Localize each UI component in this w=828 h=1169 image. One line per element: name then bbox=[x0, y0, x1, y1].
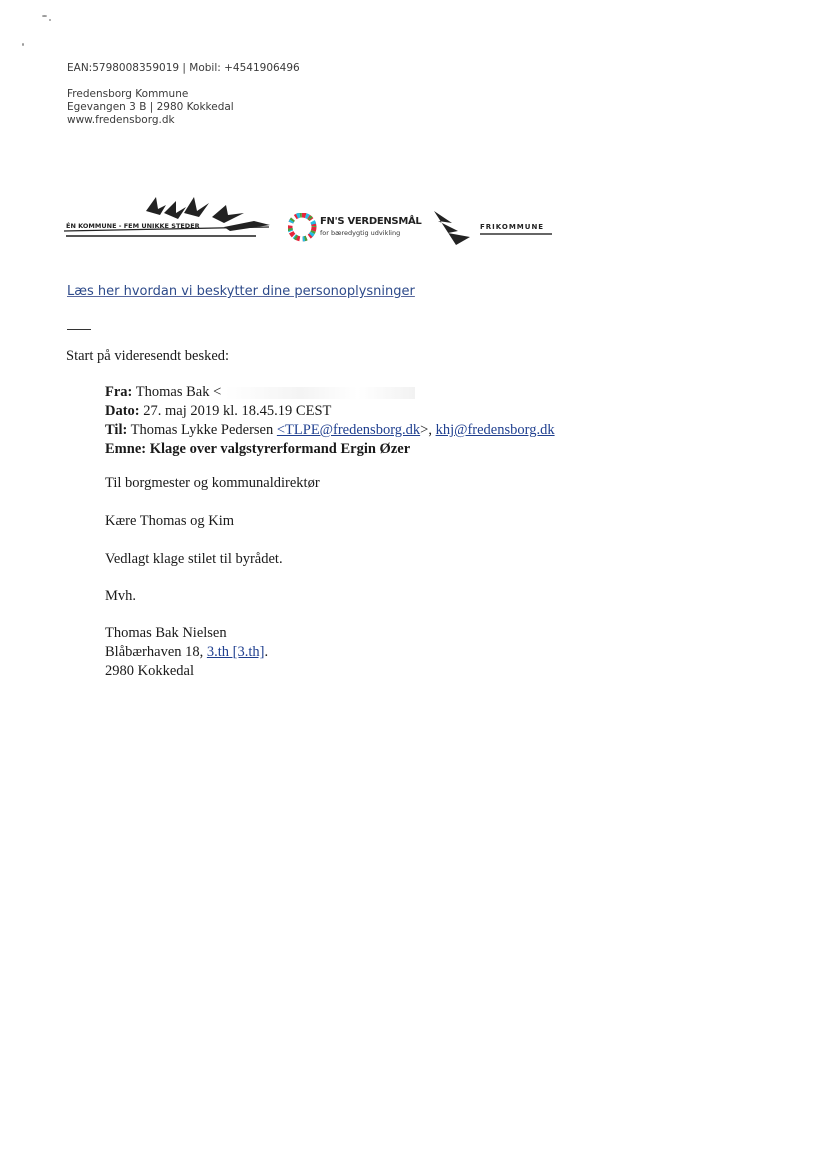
signature-street-text: Blåbærhaven 18, bbox=[105, 644, 207, 660]
logo2-title: FN'S VERDENSMÅL bbox=[320, 216, 422, 227]
to-name: Thomas Lykke Pedersen bbox=[130, 422, 274, 438]
subject-value: Klage over valgstyrerformand Ergin Øzer bbox=[149, 441, 411, 457]
to-email-link-1[interactable]: <TLPE@fredensborg.dk bbox=[276, 422, 421, 438]
body-line-3: Vedlagt klage stilet til byrådet. bbox=[105, 551, 283, 567]
org-name: Fredensborg Kommune bbox=[67, 88, 189, 100]
date-label: Dato: bbox=[105, 403, 140, 419]
logo-row bbox=[64, 183, 584, 253]
frikommune-bird-icon bbox=[432, 207, 482, 247]
scan-speck bbox=[42, 15, 47, 17]
ean-mobile-line: EAN:5798008359019 | Mobil: +4541906496 bbox=[67, 62, 300, 74]
signature-city: 2980 Kokkedal bbox=[105, 663, 194, 679]
forward-intro: Start på videresendt besked: bbox=[66, 348, 230, 364]
date-line bbox=[105, 402, 331, 421]
signature-street-link[interactable]: 3.th [3.th] bbox=[206, 644, 265, 660]
redacted-email bbox=[225, 387, 415, 399]
subject-line bbox=[105, 440, 410, 459]
subject-label: Emne: bbox=[105, 441, 147, 457]
logo1-text: ÉN KOMMUNE - FEM UNIKKE STEDER bbox=[66, 222, 200, 230]
from-value: Thomas Bak < bbox=[135, 384, 222, 400]
from-label: Fra: bbox=[105, 384, 133, 400]
date-value: 27. maj 2019 kl. 18.45.19 CEST bbox=[143, 403, 332, 419]
body-line-2: Kære Thomas og Kim bbox=[105, 513, 235, 529]
signature-street-end: . bbox=[264, 644, 269, 660]
body-line-4: Mvh. bbox=[105, 588, 137, 604]
scan-speck bbox=[22, 43, 24, 46]
signature-street bbox=[105, 643, 268, 662]
signature-name: Thomas Bak Nielsen bbox=[105, 625, 227, 641]
org-website[interactable]: www.fredensborg.dk bbox=[67, 114, 175, 126]
org-address: Egevangen 3 B | 2980 Kokkedal bbox=[67, 101, 234, 113]
privacy-link[interactable]: Læs her hvordan vi beskytter dine personoplysninger bbox=[67, 284, 415, 299]
to-line bbox=[105, 421, 555, 440]
body-line-1: Til borgmester og kommunaldirektør bbox=[105, 475, 320, 491]
sdg-wheel-icon bbox=[288, 213, 318, 243]
logo2-subtitle: for bæredygtig udvikling bbox=[320, 229, 401, 237]
logo3-text: FRIKOMMUNE bbox=[480, 223, 545, 231]
fredensborg-geese-logo bbox=[64, 183, 274, 243]
logo3-underline bbox=[480, 233, 552, 235]
scan-speck bbox=[49, 19, 51, 21]
to-label: Til: bbox=[105, 422, 128, 438]
separator-rule bbox=[67, 329, 91, 330]
from-line bbox=[105, 383, 415, 402]
to-separator: >, bbox=[420, 422, 436, 438]
to-email-link-2[interactable]: khj@fredensborg.dk bbox=[435, 422, 555, 438]
